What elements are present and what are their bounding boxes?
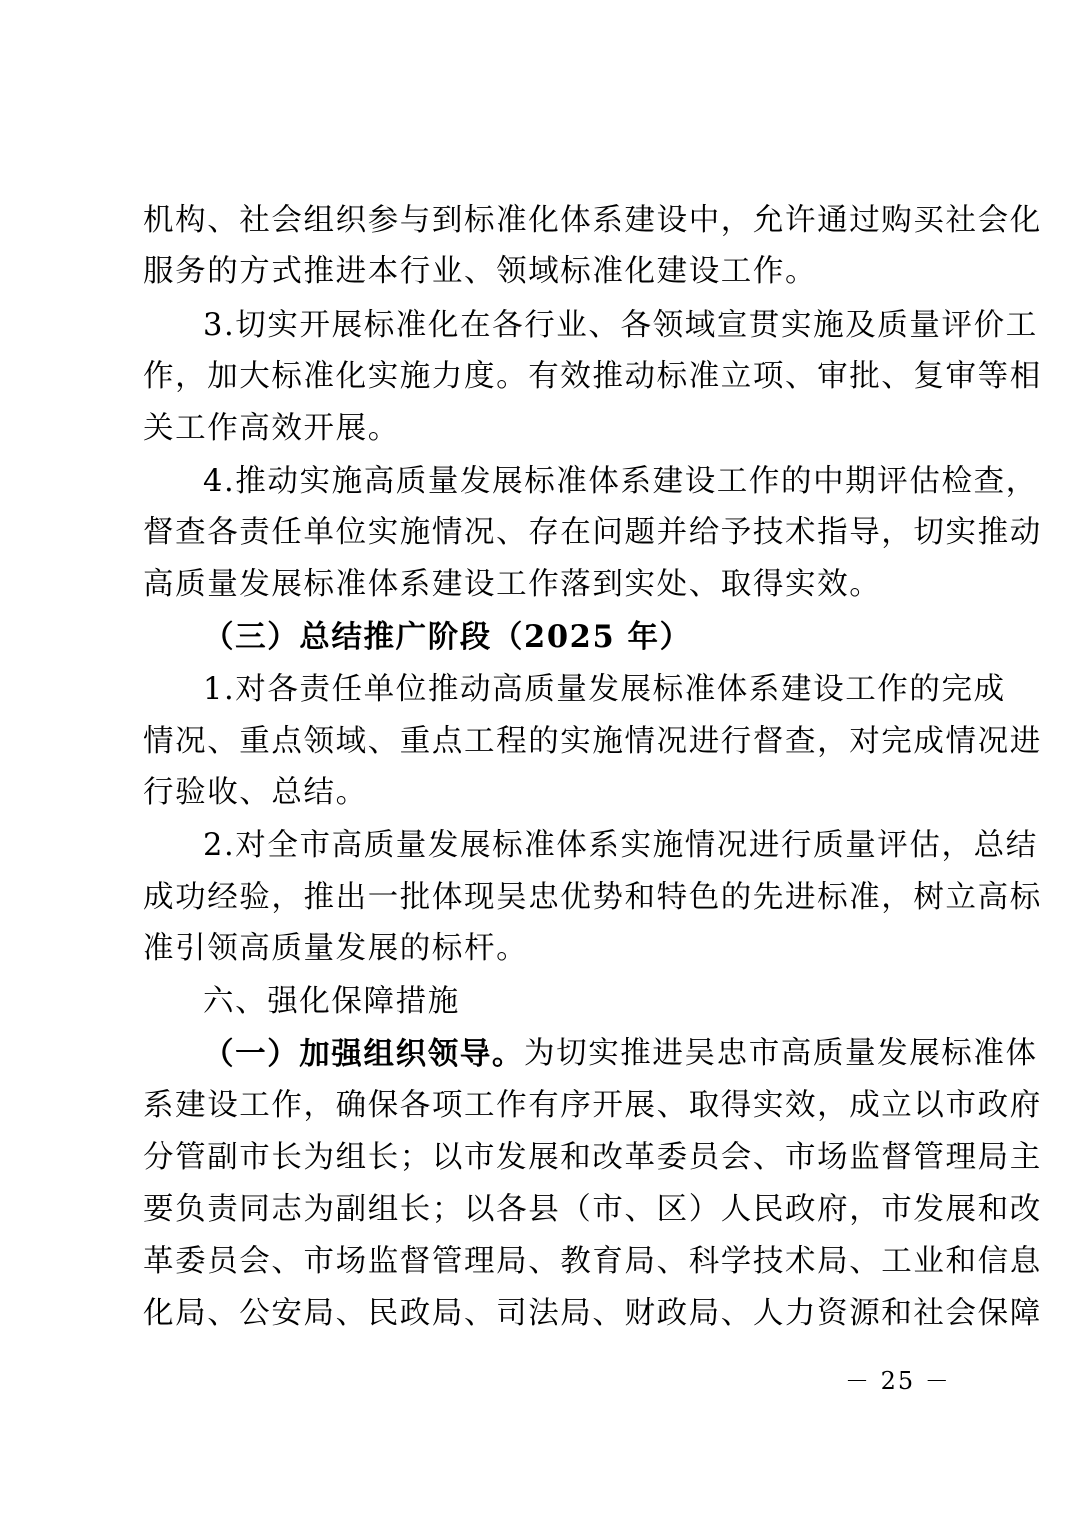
- body-text-line: 高质量发展标准体系建设工作落到实处、取得实效。: [143, 567, 882, 602]
- body-text-line: 化局、公安局、民政局、司法局、财政局、人力资源和社会保障: [143, 1296, 1042, 1331]
- body-text-line: 3.切实开展标准化在各行业、各领域宣贯实施及质量评价工: [203, 308, 1038, 343]
- body-text-line: 服务的方式推进本行业、领域标准化建设工作。: [143, 254, 818, 289]
- subsection-heading: （一）加强组织领导。: [203, 1036, 524, 1072]
- body-text-line: 2.对全市高质量发展标准体系实施情况进行质量评估，总结: [203, 828, 1038, 863]
- chapter-heading: 六、强化保障措施: [203, 984, 460, 1019]
- body-text-fragment: 为切实推进吴忠市高质量发展标准体: [524, 1036, 1038, 1071]
- body-text-line: 关工作高效开展。: [143, 411, 400, 446]
- body-text-line: 成功经验，推出一批体现吴忠优势和特色的先进标准，树立高标: [143, 880, 1042, 915]
- body-text-line: 系建设工作，确保各项工作有序开展、取得实效，成立以市政府: [143, 1088, 1042, 1123]
- body-text-line: [203, 1034, 1038, 1074]
- section-heading: （三）总结推广阶段（2025 年）: [203, 619, 692, 655]
- body-text-line: 分管副市长为组长；以市发展和改革委员会、市场监督管理局主: [143, 1140, 1042, 1175]
- body-text-line: 革委员会、市场监督管理局、教育局、科学技术局、工业和信息: [143, 1244, 1042, 1279]
- body-text-line: 1.对各责任单位推动高质量发展标准体系建设工作的完成: [203, 672, 1006, 707]
- body-text-line: 准引领高质量发展的标杆。: [143, 931, 529, 966]
- body-text-line: 情况、重点领域、重点工程的实施情况进行督查，对完成情况进: [143, 724, 1042, 759]
- body-text-line: 机构、社会组织参与到标准化体系建设中，允许通过购买社会化: [143, 203, 1042, 238]
- page-number: － 25 －: [845, 1367, 951, 1395]
- body-text-line: 行验收、总结。: [143, 775, 368, 810]
- body-text-line: 要负责同志为副组长；以各县（市、区）人民政府，市发展和改: [143, 1192, 1042, 1227]
- body-text-line: 4.推动实施高质量发展标准体系建设工作的中期评估检查，: [203, 464, 1038, 499]
- body-text-line: 作，加大标准化实施力度。有效推动标准立项、审批、复审等相: [143, 359, 1042, 394]
- body-text-line: 督查各责任单位实施情况、存在问题并给予技术指导，切实推动: [143, 515, 1042, 550]
